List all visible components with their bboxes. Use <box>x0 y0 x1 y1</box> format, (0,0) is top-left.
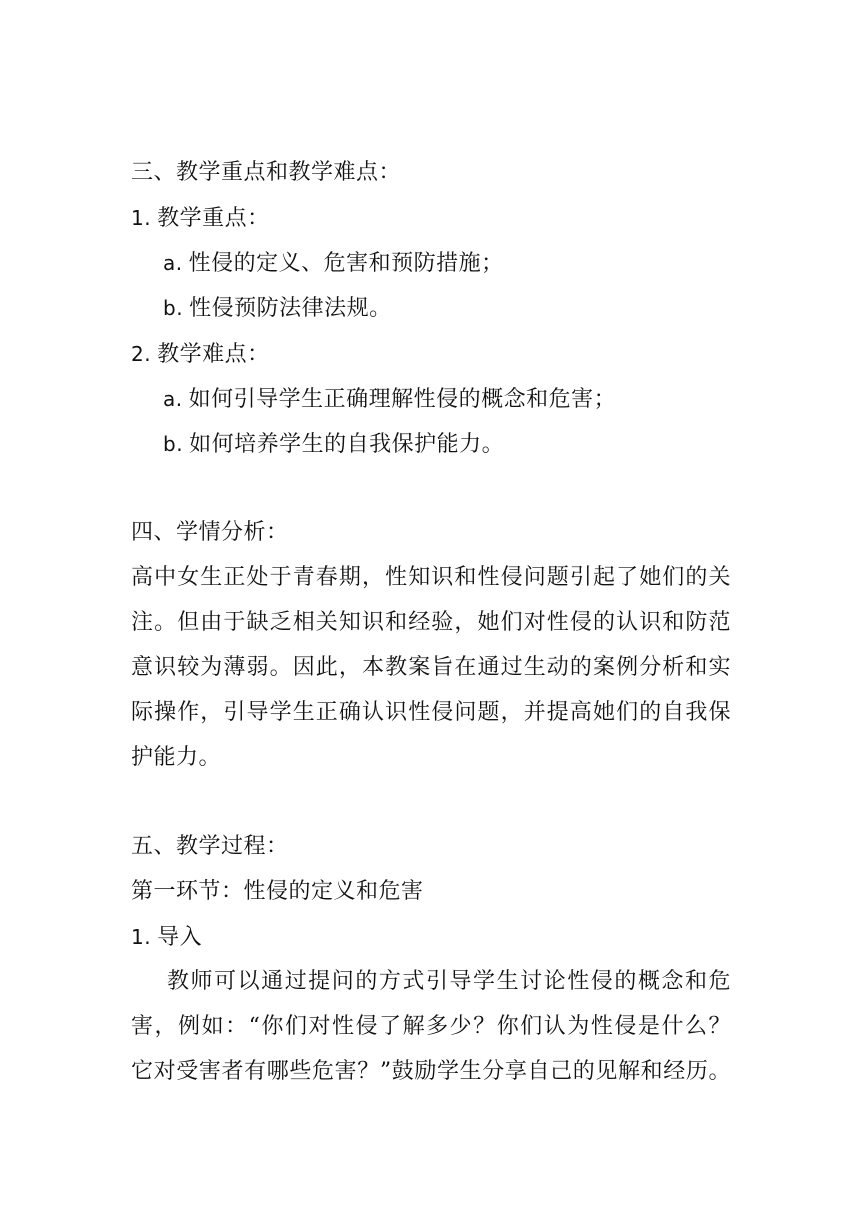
section-4-heading: 四、学情分析： <box>131 520 289 545</box>
sub-text: 性侵的定义、危害和预防措施； <box>188 251 504 276</box>
paragraph-line: 意识较为薄弱。因此，本教案旨在通过生动的案例分析和实 <box>131 655 731 680</box>
paragraph-line: 际操作，引导学生正确认识性侵问题，并提高她们的自我保 <box>131 700 731 725</box>
section-3-heading: 三、教学重点和教学难点： <box>131 160 402 185</box>
paragraph-line: 高中女生正处于青春期，性知识和性侵问题引起了她们的关 <box>131 565 731 590</box>
sub-letter: a. <box>163 251 183 275</box>
stage-title: 第一环节：性侵的定义和危害 <box>131 879 424 904</box>
paragraph-line: 害，例如：“你们对性侵了解多少？你们认为性侵是什么？ <box>131 1014 731 1039</box>
sub-letter: b. <box>163 432 184 456</box>
sub-item-1b <box>163 293 392 324</box>
list-item-1 <box>131 203 270 234</box>
paragraph-line: 它对受害者有哪些危害？”鼓励学生分享自己的见解和经历。 <box>131 1059 731 1084</box>
sub-item-2b <box>163 429 504 460</box>
list-label: 教学重点： <box>157 206 270 231</box>
step-item-1 <box>131 922 202 953</box>
section-5-heading: 五、教学过程： <box>131 834 289 859</box>
paragraph-line: 护能力。 <box>131 745 222 770</box>
list-number: 1. <box>131 206 152 230</box>
sub-text: 如何引导学生正确理解性侵的概念和危害； <box>188 387 617 412</box>
sub-letter: b. <box>163 296 184 320</box>
sub-text: 如何培养学生的自我保护能力。 <box>189 432 505 457</box>
list-number: 1. <box>131 925 152 949</box>
list-item-2 <box>131 339 270 370</box>
sub-text: 性侵预防法律法规。 <box>189 296 392 321</box>
list-label: 教学难点： <box>157 342 270 367</box>
list-label: 导入 <box>157 925 203 950</box>
sub-letter: a. <box>163 387 183 411</box>
list-number: 2. <box>131 342 152 366</box>
sub-item-2a <box>163 384 616 415</box>
paragraph-line: 注。但由于缺乏相关知识和经验，她们对性侵的认识和防范 <box>131 610 731 635</box>
paragraph-line: 教师可以通过提问的方式引导学生讨论性侵的概念和危 <box>167 969 731 994</box>
sub-item-1a <box>163 248 504 279</box>
